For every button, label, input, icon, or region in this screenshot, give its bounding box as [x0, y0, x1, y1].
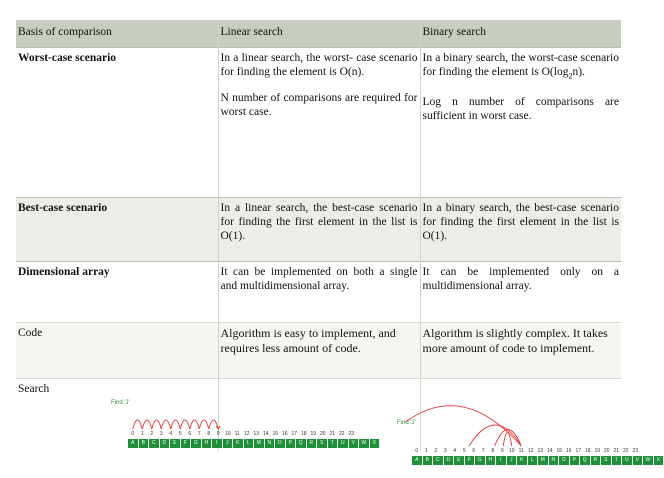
worst-case-label: Worst-case scenario: [16, 48, 218, 198]
linear-cell-D: D: [160, 439, 171, 448]
linear-cell-row: [128, 439, 380, 448]
linear-cell-O: O: [275, 439, 286, 448]
linear-cell-T: T: [328, 439, 339, 448]
dimensional-row: [16, 262, 621, 323]
linear-hop-arc: [133, 420, 143, 429]
linear-search-figure: [106, 396, 376, 456]
binary-cell-H: H: [486, 456, 497, 465]
linear-cell-B: B: [139, 439, 150, 448]
linear-index-21: 21: [329, 431, 336, 437]
linear-cell-P: P: [286, 439, 297, 448]
binary-index-8: 8: [491, 448, 495, 454]
binary-index-4: 4: [453, 448, 457, 454]
binary-cell-X: X: [654, 456, 664, 465]
binary-cell-G: G: [475, 456, 486, 465]
dimensional-linear: It can be implemented on both a single and multidimensional array.: [218, 262, 420, 323]
binary-cell-M: M: [538, 456, 549, 465]
linear-index-10: 10: [224, 431, 231, 437]
linear-index-16: 16: [281, 431, 288, 437]
binary-cell-S: S: [601, 456, 612, 465]
linear-cell-X: X: [370, 439, 381, 448]
binary-index-23: 23: [632, 448, 639, 454]
binary-index-12: 12: [527, 448, 534, 454]
linear-index-13: 13: [253, 431, 260, 437]
linear-hop-arc: [171, 420, 181, 429]
best-case-linear: In a linear search, the best-case scenario for finding the first element in the list is O(1).: [218, 198, 420, 262]
linear-index-2: 2: [150, 431, 154, 437]
linear-index-12: 12: [243, 431, 250, 437]
dimensional-label: Dimensional array: [16, 262, 218, 323]
binary-cell-W: W: [643, 456, 654, 465]
binary-index-0: 0: [415, 448, 419, 454]
header-linear: Linear search: [218, 20, 420, 48]
worst-case-linear-text: In a linear search, the worst- case scenario for finding the element is O(n).: [220, 52, 418, 78]
linear-index-0: 0: [131, 431, 135, 437]
binary-index-18: 18: [584, 448, 591, 454]
linear-index-7: 7: [197, 431, 201, 437]
linear-index-3: 3: [159, 431, 163, 437]
linear-cell-E: E: [170, 439, 181, 448]
linear-hop-arc: [199, 420, 209, 429]
binary-probe-arc: [469, 425, 521, 446]
binary-cell-row: [412, 456, 664, 465]
linear-index-23: 23: [348, 431, 355, 437]
linear-cell-G: G: [191, 439, 202, 448]
linear-cell-F: F: [181, 439, 192, 448]
linear-index-11: 11: [234, 431, 240, 437]
linear-hop-arc: [190, 420, 200, 429]
linear-index-6: 6: [188, 431, 192, 437]
binary-index-5: 5: [462, 448, 466, 454]
linear-cell-C: C: [149, 439, 160, 448]
binary-cell-I: I: [496, 456, 507, 465]
binary-index-15: 15: [556, 448, 563, 454]
linear-cell-W: W: [359, 439, 370, 448]
linear-hop-arc: [142, 420, 152, 429]
linear-index-5: 5: [178, 431, 182, 437]
binary-index-2: 2: [434, 448, 438, 454]
linear-cell-L: L: [244, 439, 255, 448]
search-label: Search: [16, 379, 218, 452]
binary-index-3: 3: [443, 448, 447, 454]
linear-index-8: 8: [207, 431, 211, 437]
linear-cell-V: V: [349, 439, 360, 448]
binary-index-1: 1: [424, 448, 428, 454]
code-binary: Algorithm is slightly complex. It takes more amount of code to implement.: [420, 323, 621, 379]
linear-cell-K: K: [233, 439, 244, 448]
binary-cell-Q: Q: [580, 456, 591, 465]
linear-find-label: Find 'J': [111, 400, 130, 406]
linear-index-14: 14: [262, 431, 269, 437]
linear-index-19: 19: [310, 431, 317, 437]
linear-index-17: 17: [291, 431, 298, 437]
linear-cell-H: H: [202, 439, 213, 448]
binary-index-17: 17: [575, 448, 582, 454]
binary-cell-T: T: [612, 456, 623, 465]
binary-index-14: 14: [546, 448, 553, 454]
worst-case-binary-comparisons: Log n number of comparisons are sufficient in worst case.: [422, 96, 619, 123]
binary-index-9: 9: [500, 448, 504, 454]
linear-cell-M: M: [254, 439, 265, 448]
binary-cell-O: O: [559, 456, 570, 465]
best-case-row: [16, 198, 621, 262]
worst-case-linear-cell: [218, 48, 420, 198]
linear-index-row: [128, 431, 356, 437]
linear-index-9: 9: [216, 431, 220, 437]
linear-hop-arc: [180, 420, 190, 429]
linear-cell-U: U: [338, 439, 349, 448]
binary-cell-C: C: [433, 456, 444, 465]
worst-case-binary-cell: [420, 48, 621, 198]
header-basis: Basis of comparison: [16, 20, 218, 48]
linear-index-1: 1: [140, 431, 144, 437]
binary-index-11: 11: [518, 448, 524, 454]
binary-cell-D: D: [444, 456, 455, 465]
binary-cell-R: R: [591, 456, 602, 465]
linear-index-20: 20: [319, 431, 326, 437]
linear-index-4: 4: [169, 431, 173, 437]
binary-index-21: 21: [613, 448, 620, 454]
code-row: [16, 323, 621, 379]
binary-index-13: 13: [537, 448, 544, 454]
linear-cell-S: S: [317, 439, 328, 448]
binary-index-22: 22: [622, 448, 629, 454]
binary-cell-V: V: [633, 456, 644, 465]
linear-cell-J: J: [223, 439, 234, 448]
linear-index-15: 15: [272, 431, 279, 437]
linear-cell-Q: Q: [296, 439, 307, 448]
dimensional-binary: It can be implemented only on a multidimensional array.: [420, 262, 621, 323]
binary-cell-L: L: [528, 456, 539, 465]
binary-cell-E: E: [454, 456, 465, 465]
binary-index-6: 6: [472, 448, 476, 454]
binary-index-row: [412, 448, 640, 454]
binary-index-20: 20: [603, 448, 610, 454]
linear-cell-R: R: [307, 439, 318, 448]
binary-index-16: 16: [565, 448, 572, 454]
best-case-label: Best-case scenario: [16, 198, 218, 262]
header-binary: Binary search: [420, 20, 621, 48]
worst-case-row: [16, 48, 621, 198]
binary-index-10: 10: [508, 448, 515, 454]
binary-index-7: 7: [481, 448, 485, 454]
binary-cell-B: B: [423, 456, 434, 465]
worst-case-linear-comparisons: N number of comparisons are required for worst case.: [220, 92, 418, 118]
binary-cell-K: K: [517, 456, 528, 465]
binary-index-19: 19: [594, 448, 601, 454]
linear-cell-A: A: [128, 439, 139, 448]
linear-hop-arc: [161, 420, 171, 429]
binary-cell-J: J: [507, 456, 518, 465]
linear-index-18: 18: [300, 431, 307, 437]
binary-search-figure: [390, 380, 660, 470]
header-row: [16, 20, 621, 48]
best-case-binary: In a binary search, the best-case scenario for finding the first element in the list is O(1).: [420, 198, 621, 262]
binary-cell-P: P: [570, 456, 581, 465]
binary-cell-F: F: [465, 456, 476, 465]
binary-cell-A: A: [412, 456, 423, 465]
binary-cell-N: N: [549, 456, 560, 465]
code-linear: Algorithm is easy to implement, and requires less amount of code.: [218, 323, 420, 379]
linear-cell-I: I: [212, 439, 223, 448]
binary-find-label: Find 'J': [397, 420, 416, 426]
worst-case-binary-text: In a binary search, the worst-case scenario for finding the element is $O(\log_2n)$.: [422, 52, 619, 81]
linear-index-22: 22: [338, 431, 345, 437]
code-label: Code: [16, 323, 218, 379]
linear-cell-N: N: [265, 439, 276, 448]
binary-cell-U: U: [622, 456, 633, 465]
linear-hop-arc: [152, 420, 162, 429]
